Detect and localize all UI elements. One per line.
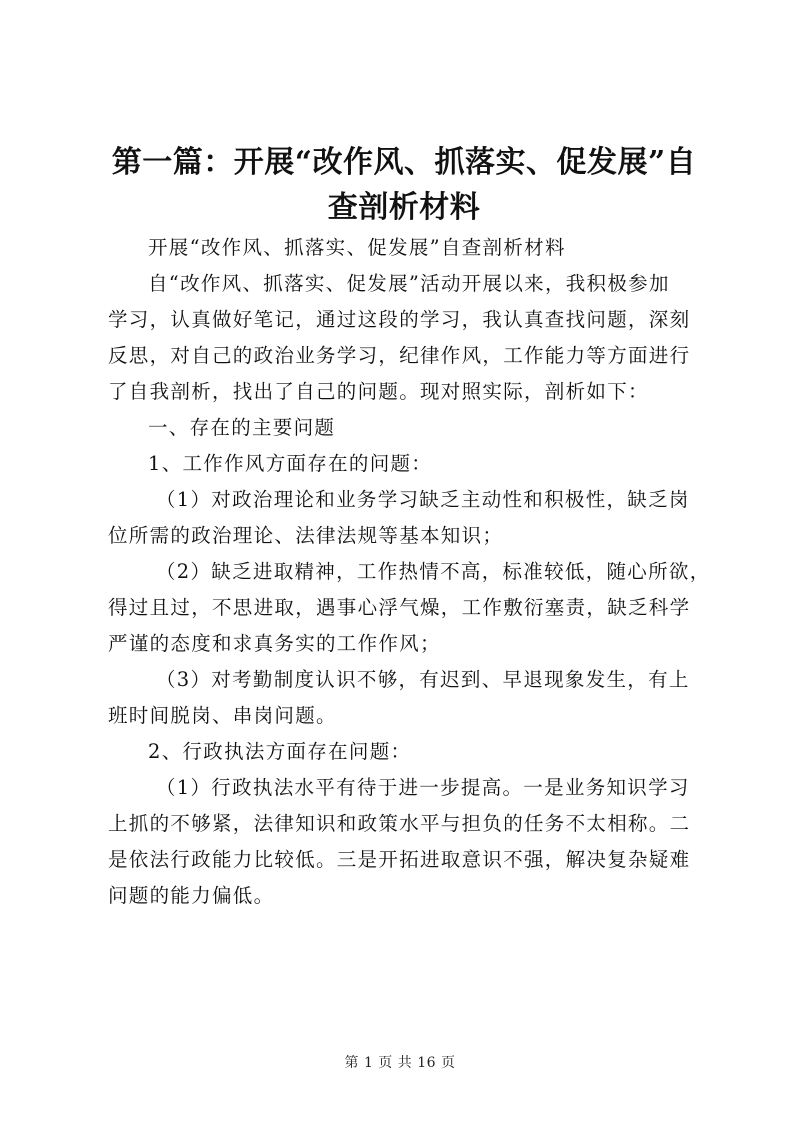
section-heading: 一、存在的主要问题 [148,416,336,439]
paragraph-line: 了自我剖析，找出了自己的问题。现对照实际，剖析如下： [108,380,649,403]
title-line-1: 第一篇：开展“改作风、抓落实、促发展”自 [111,145,697,180]
subtitle-line: 开展“改作风、抓落实、促发展”自查剖析材料 [148,236,566,259]
paragraph-line: 上抓的不够紧，法律知识和政策水平与担负的任务不太相称。二 [108,812,691,835]
page-number: 第 1 页 共 16 页 [344,1055,456,1071]
paragraph-line: 班时间脱岗、串岗问题。 [108,704,337,727]
paragraph-line: 是依法行政能力比较低。三是开拓进取意识不强，解决复杂疑难 [108,848,691,871]
paragraph-line: （3）对考勤制度认识不够，有迟到、早退现象发生，有上 [156,668,690,691]
paragraph-line: 得过且过，不思进取，遇事心浮气燥，工作敷衍塞责，缺乏科学 [108,596,691,619]
paragraph-line: （1）行政执法水平有待于进一步提高。一是业务知识学习 [156,776,690,799]
paragraph-line: （1）对政治理论和业务学习缺乏主动性和积极性，缺乏岗 [156,488,690,511]
paragraph-line: 严谨的态度和求真务实的工作作风； [108,632,441,655]
paragraph-line: 自“改作风、抓落实、促发展”活动开展以来，我积极参加 [148,272,670,295]
paragraph-line: 位所需的政治理论、法律法规等基本知识； [108,524,504,547]
title-line-2: 查剖析材料 [327,190,481,225]
paragraph-line: 问题的能力偏低。 [108,884,275,907]
subsection-heading: 2、行政执法方面存在问题： [148,740,412,763]
paragraph-line: （2）缺乏进取精神，工作热情不高，标准较低，随心所欲， [156,560,711,583]
document-title [104,140,704,230]
paragraph-line: 反思，对自己的政治业务学习，纪律作风，工作能力等方面进行 [108,344,691,367]
subsection-heading: 1、工作作风方面存在的问题： [148,452,433,475]
document-body [108,230,711,914]
paragraph-line: 学习，认真做好笔记，通过这段的学习，我认真查找问题，深刻 [108,308,691,331]
